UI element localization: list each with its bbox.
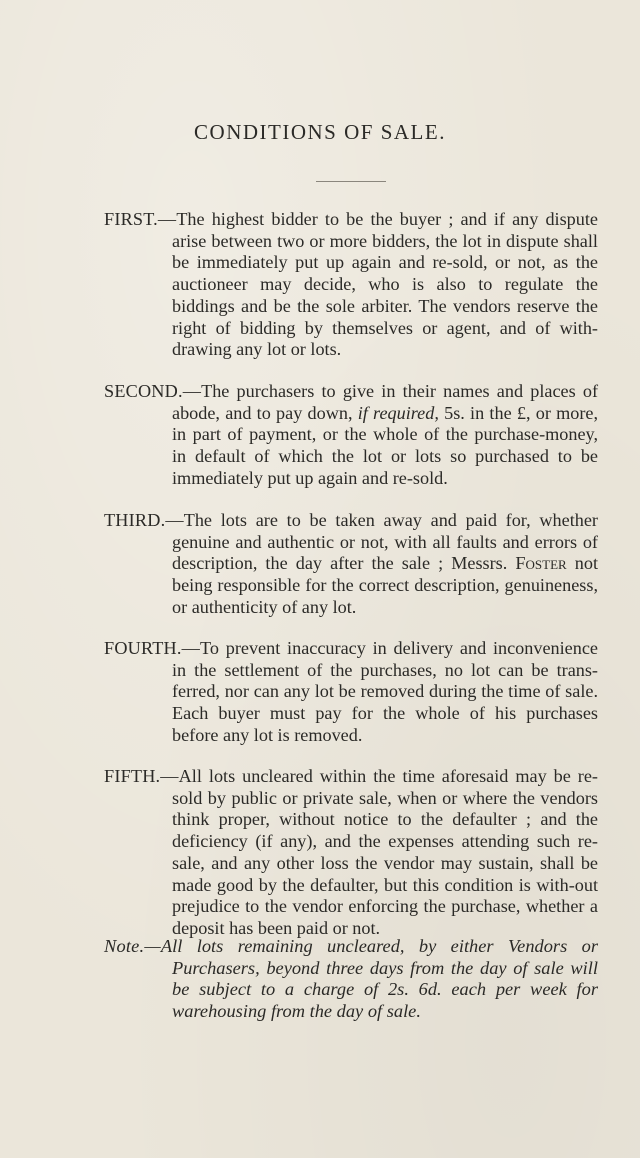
note-text: each per week for warehousing from the day of sale. — [172, 979, 598, 1022]
clause-lead: FIRST.— — [104, 209, 177, 229]
clause-text: The highest bidder to be the buyer ; and if any dispute arise between two or more bidders, the lot in dispute shall be immediately put up again and re-sold, or not, as the auctioneer may decide, who is also to regulate the biddings and be the sole arbiter. The vendors reserve the right of bidding by themselves or agent, and of with-drawing any lot or lots. — [172, 209, 598, 360]
clause-third — [104, 510, 598, 619]
title-divider — [316, 181, 386, 182]
clause-fourth — [104, 638, 598, 747]
note — [104, 936, 598, 1023]
clause-text: 5s. in the £, or more, in part of payment, or the whole of the purchase-money, in default of which the lot or lots so purchased to be immediately put up again and re-sold. — [172, 402, 599, 488]
note-amount: 2s. 6d. — [387, 979, 442, 1000]
note-lead: Note.— — [104, 936, 161, 956]
clause-emphasis: if required, — [357, 402, 439, 423]
clause-text: The lots are to be taken away and paid for, whether genuine and authentic or not, with all faults and errors of description, the day after the sale ; Messrs. — [172, 510, 598, 574]
clause-lead: FOURTH.— — [104, 638, 201, 658]
clause-lead: THIRD.— — [104, 510, 184, 530]
clause-text: The purchasers to give in their names and places of abode, and to pay down, — [172, 381, 598, 423]
clause-text: All lots uncleared within the time aforesaid may be re-sold by public or private sale, when or where the vendors think proper, without notice to the defaulter ; and the deficiency (if any), and the expenses attending such re-sale, and any other loss the vendor may sustain, shall be made good by the defaulter, but this condition is with-out prejudice to the vendor enforcing the purchase, whether a deposit has been paid or not. — [172, 766, 598, 938]
clause-second — [104, 381, 598, 490]
page-title: CONDITIONS OF SALE. — [194, 120, 446, 144]
clause-first — [104, 209, 598, 361]
clause-lead: FIFTH.— — [104, 766, 179, 786]
clause-text: To prevent inaccuracy in delivery and inconvenience in the settlement of the purchases, no lot can be trans-ferred, nor can any lot be removed during the time of sale. Each buyer must pay for the whole of his purchases before any lot is removed. — [172, 638, 598, 745]
clause-text: not being responsible for the correct description, genuineness, or authenticity of any lot. — [172, 553, 599, 617]
clause-fifth — [104, 766, 598, 940]
clause-lead: SECOND.— — [104, 381, 202, 401]
note-text: All lots remaining uncleared, by either Vendors or Purchasers, beyond three days from the day of sale will be subject to a charge of — [160, 936, 598, 1000]
firm-name: Foster — [515, 553, 567, 574]
